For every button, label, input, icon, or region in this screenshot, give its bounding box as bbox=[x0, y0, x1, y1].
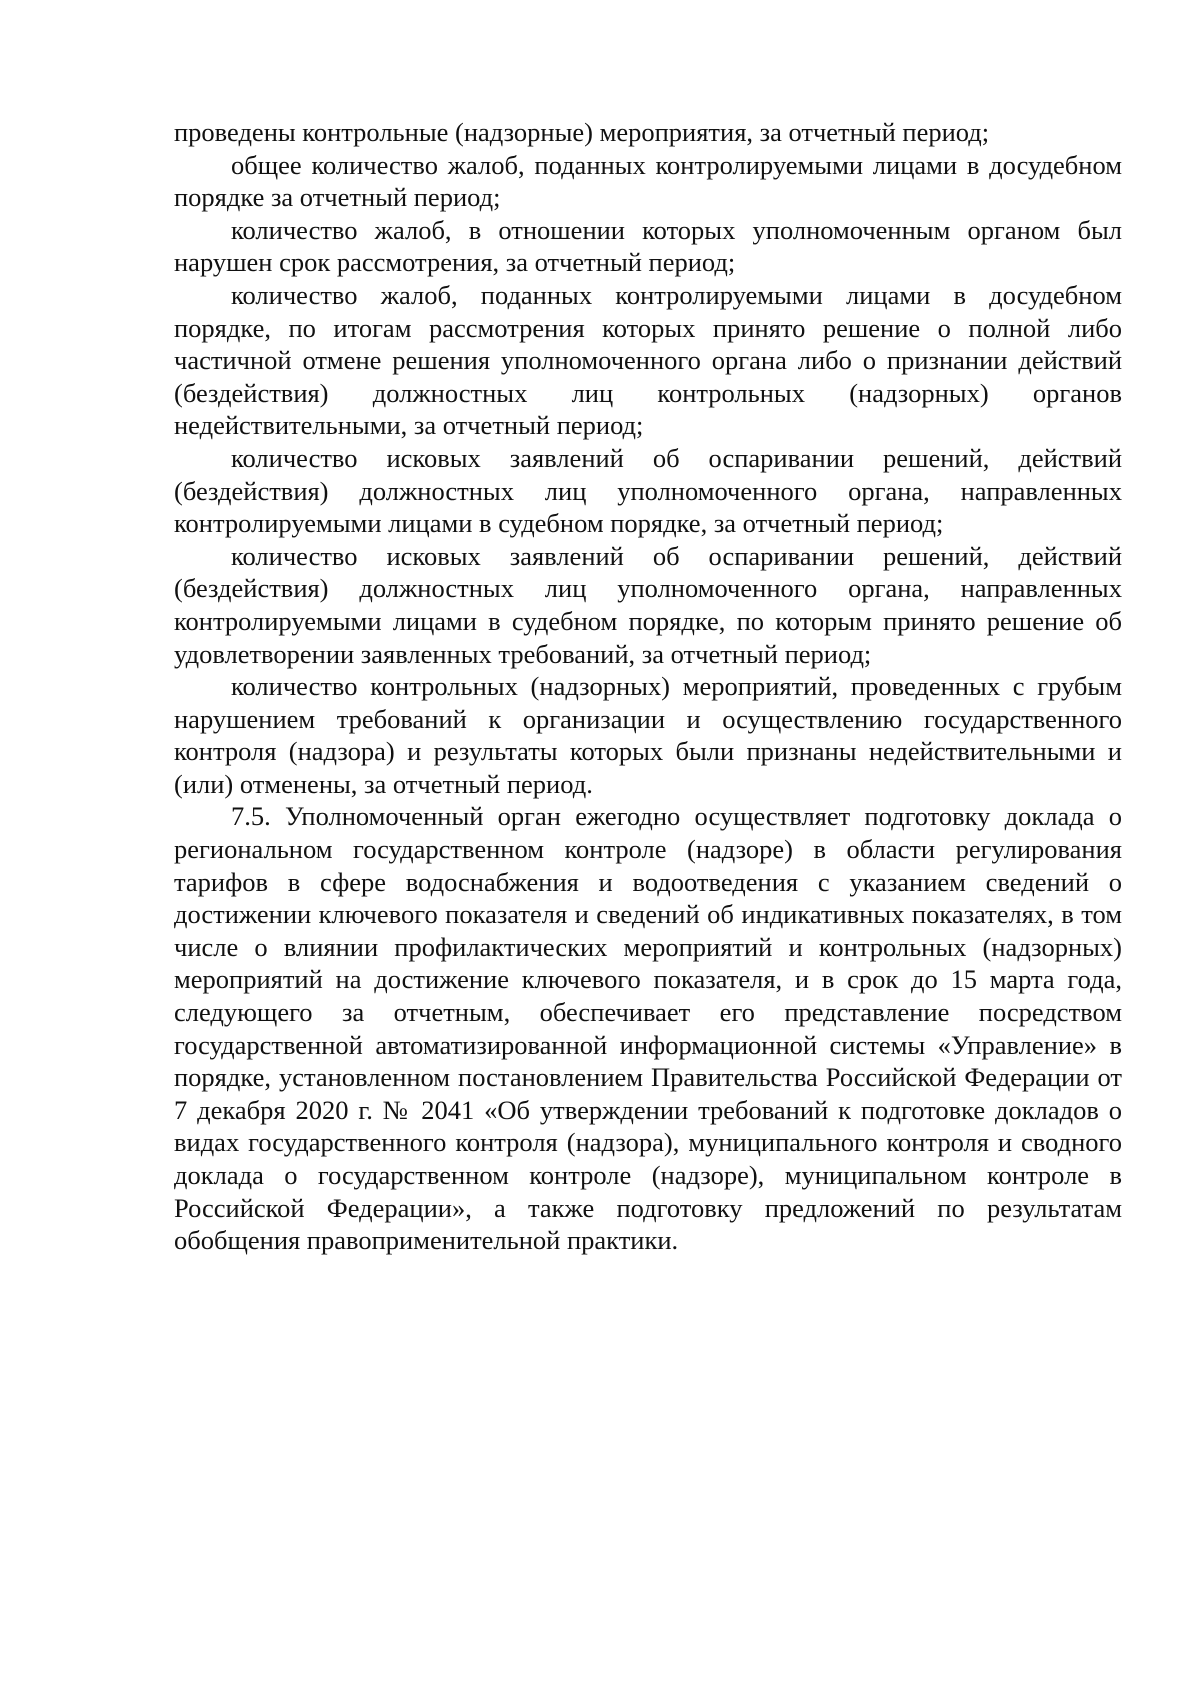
paragraph-section-7-5: 7.5. Уполномоченный орган ежегодно осуществляет подготовку доклада о региональном государственном контроле (надзоре) в области регулирования тарифов в сфере водоснабжения и водоотведения с указанием сведений о достижении ключевого показателя и сведений об индикативных показателях, в том числе о влиянии профилактических мероприятий и контрольных (надзорных) мероприятий на достижение ключевого показателя, и в срок до 15 марта года, следующего за отчетным, обеспечивает его представление посредством государственной автоматизированной информационной системы «Управление» в порядке, установленном постановлением Правительства Российской Федерации от 7 декабря 2020 г. № 2041 «Об утверждении требований к подготовке докладов о видах государственного контроля (надзора), муниципального контроля и сводного доклада о государственном контроле (надзоре), муниципальном контроле в Российской Федерации», а также подготовку предложений по результатам обобщения правоприменительной практики. bbox=[174, 801, 1122, 1256]
paragraph-continuation: проведены контрольные (надзорные) мероприятия, за отчетный период; bbox=[174, 117, 990, 147]
paragraph-gross-violations: количество контрольных (надзорных) мероприятий, проведенных с грубым нарушением требований к организации и осуществлению государственного контроля (надзора) и результаты которых были признаны недействительными и (или) отменены, за отчетный период. bbox=[174, 671, 1122, 799]
document-body bbox=[174, 116, 1122, 1257]
paragraph-lawsuits-satisfied: количество исковых заявлений об оспаривании решений, действий (бездействия) должностных лиц уполномоченного органа, направленных контролируемыми лицами в судебном порядке, по которым принято решение об удовлетворении заявленных требований, за отчетный период; bbox=[174, 540, 1122, 669]
paragraph-lawsuits-filed: количество исковых заявлений об оспаривании решений, действий (бездействия) должностных лиц уполномоченного органа, направленных контролируемыми лицами в судебном порядке, за отчетный период; bbox=[174, 442, 1122, 539]
paragraph-complaints-decisions-cancelled: количество жалоб, поданных контролируемыми лицами в досудебном порядке, по итогам рассмотрения которых принято решение о полной либо частичной отмене решения уполномоченного органа либо о признании действий (бездействия) должностных лиц контрольных (надзорных) органов недействительными, за отчетный период; bbox=[174, 279, 1122, 441]
paragraph-complaints-deadline-violated: количество жалоб, в отношении которых уполномоченным органом был нарушен срок рассмотрения, за отчетный период; bbox=[174, 214, 1122, 278]
paragraph-total-complaints: общее количество жалоб, поданных контролируемыми лицами в досудебном порядке за отчетный период; bbox=[174, 149, 1122, 213]
